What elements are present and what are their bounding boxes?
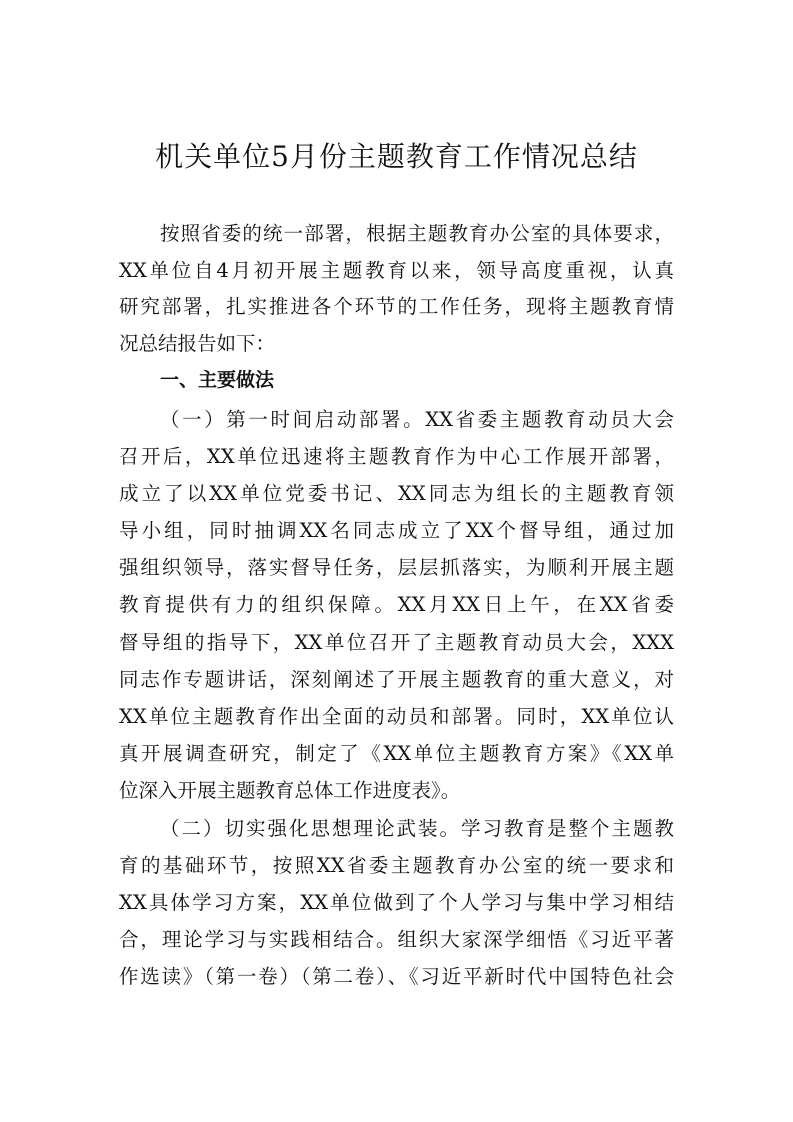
paragraph-line: 位深入开展主题教育总体工作进度表》。 <box>119 779 461 802</box>
paragraph-line: （一）第一时间启动部署。XX省委主题教育动员大会 <box>160 408 674 431</box>
intro-line: XX单位自4月初开展主题教育以来，领导高度重视，认真 <box>119 259 674 282</box>
paragraph-line: 教育提供有力的组织保障。XX月XX日上午，在XX省委 <box>119 593 674 616</box>
paragraph-line: 同志作专题讲话，深刻阐述了开展主题教育的重大意义，对 <box>119 668 674 691</box>
paragraph-line: 强组织领导，落实督导任务，层层抓落实，为顺利开展主题 <box>119 556 674 579</box>
document-title: 机关单位5月份主题教育工作情况总结 <box>155 140 638 173</box>
paragraph-line: 真开展调查研究，制定了《XX单位主题教育方案》《XX单 <box>119 742 674 765</box>
paragraph-line: 合，理论学习与实践相结合。组织大家深学细悟《习近平著 <box>119 928 674 951</box>
paragraph-line: 作选读》（第一卷）（第二卷）、《习近平新时代中国特色社会 <box>119 965 674 988</box>
paragraph-line: 督导组的指导下，XX单位召开了主题教育动员大会，XXX <box>119 631 674 654</box>
paragraph-line: （二）切实强化思想理论武装。学习教育是整个主题教 <box>160 817 674 840</box>
paragraph-line: 导小组，同时抽调XX名同志成立了XX个督导组，通过加 <box>119 519 674 542</box>
intro-line: 研究部署，扎实推进各个环节的工作任务，现将主题教育情 <box>119 295 674 318</box>
section-heading: 一、主要做法 <box>160 369 275 391</box>
intro-line: 况总结报告如下： <box>119 332 276 355</box>
paragraph-line: 召开后，XX单位迅速将主题教育作为中心工作展开部署， <box>119 445 674 468</box>
paragraph-line: 育的基础环节，按照XX省委主题教育办公室的统一要求和 <box>119 854 674 877</box>
paragraph-line: XX单位主题教育作出全面的动员和部署。同时，XX单位认 <box>119 705 674 728</box>
paragraph-line: XX具体学习方案，XX单位做到了个人学习与集中学习相结 <box>119 891 674 914</box>
intro-line: 按照省委的统一部署，根据主题教育办公室的具体要求， <box>160 222 674 245</box>
paragraph-line: 成立了以XX单位党委书记、XX同志为组长的主题教育领 <box>119 482 674 505</box>
